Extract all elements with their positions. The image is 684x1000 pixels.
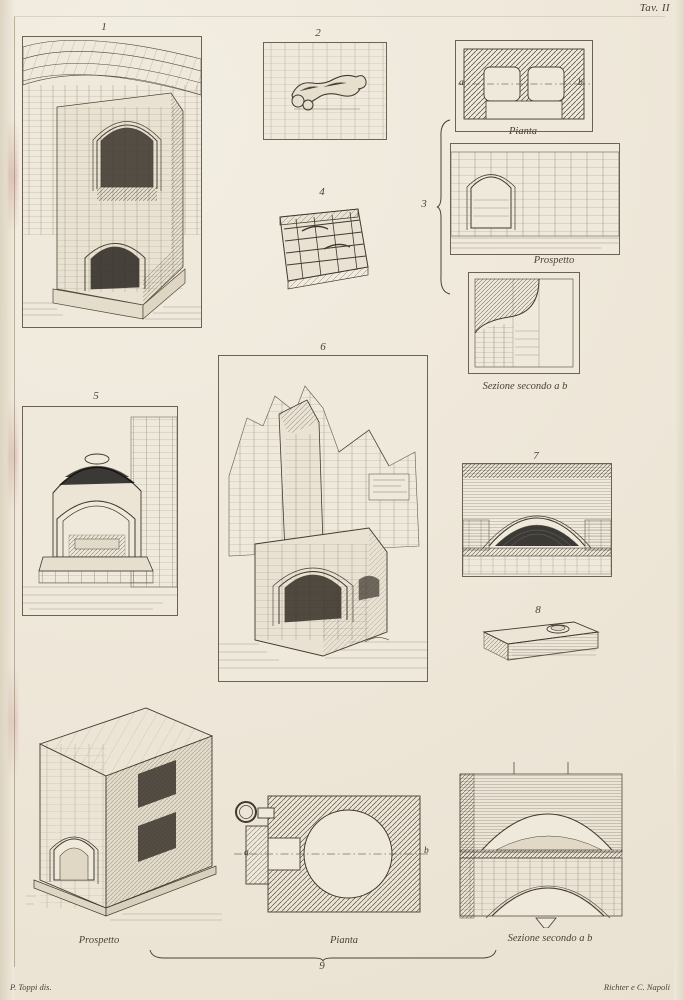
- figure-3-section-drawing: [469, 273, 579, 373]
- figure-3-caption-pianta: Pianta: [509, 126, 537, 137]
- plate-number-label: Tav. II: [639, 2, 670, 14]
- figure-9-caption-pianta: Pianta: [330, 935, 358, 946]
- figure-9-sezione-drawing: [452, 760, 630, 928]
- figure-7-drawing: [463, 464, 611, 576]
- figure-4-panel: [272, 197, 376, 291]
- figure-9-mark-b: b: [424, 846, 429, 856]
- figure-9-pianta-panel: [232, 786, 432, 928]
- figure-number-7: 7: [533, 450, 539, 462]
- figure-3-elevation-panel: [450, 143, 620, 255]
- figure-number-1: 1: [101, 21, 107, 33]
- figure-9-sezione-panel: [452, 760, 630, 928]
- figure-6-drawing: [219, 356, 427, 681]
- figure-6-panel: [218, 355, 428, 682]
- figure-9-prospetto-drawing: [26, 700, 226, 928]
- figure-3-elevation-drawing: [451, 144, 619, 254]
- figure-9-mark-a: a: [244, 848, 249, 858]
- figure-number-8: 8: [535, 604, 541, 616]
- figure-number-9: 9: [319, 960, 325, 972]
- figure-8-panel: [478, 616, 604, 666]
- figure-number-5: 5: [93, 390, 99, 402]
- figure-1-panel: [22, 36, 202, 328]
- figure-7-panel: [462, 463, 612, 577]
- figure-number-3: 3: [421, 198, 427, 210]
- figure-3-mark-a: a: [459, 78, 464, 88]
- figure-3-caption-sezione: Sezione secondo a b: [482, 381, 568, 392]
- figure-number-4: 4: [319, 186, 325, 198]
- figure-5-drawing: [23, 407, 177, 615]
- figure-9-caption-prospetto: Prospetto: [78, 935, 120, 946]
- figure-2-drawing: [264, 43, 386, 139]
- page-right-edge-shading: [674, 0, 684, 1000]
- figure-8-drawing: [478, 616, 604, 666]
- figure-2-panel: [263, 42, 387, 140]
- figure-9-caption-sezione: Sezione secondo a b: [507, 933, 593, 944]
- figure-9-brace: [148, 948, 498, 962]
- printer-signature: Richter e C. Napoli: [603, 982, 670, 992]
- figure-number-2: 2: [315, 27, 321, 39]
- figure-4-drawing: [272, 197, 376, 291]
- figure-3-plan-panel: [455, 40, 593, 132]
- figure-1-drawing: [23, 37, 201, 327]
- figure-3-caption-prospetto: Prospetto: [533, 255, 575, 266]
- figure-5-panel: [22, 406, 178, 616]
- figure-3-section-panel: [468, 272, 580, 374]
- figure-number-6: 6: [320, 341, 326, 353]
- artist-signature: P. Toppi dis.: [10, 982, 52, 992]
- figure-9-prospetto-panel: [26, 700, 226, 928]
- figure-3-mark-b: b: [578, 78, 583, 88]
- figure-3-plan-drawing: [456, 41, 592, 131]
- figure-9-pianta-drawing: [232, 786, 432, 928]
